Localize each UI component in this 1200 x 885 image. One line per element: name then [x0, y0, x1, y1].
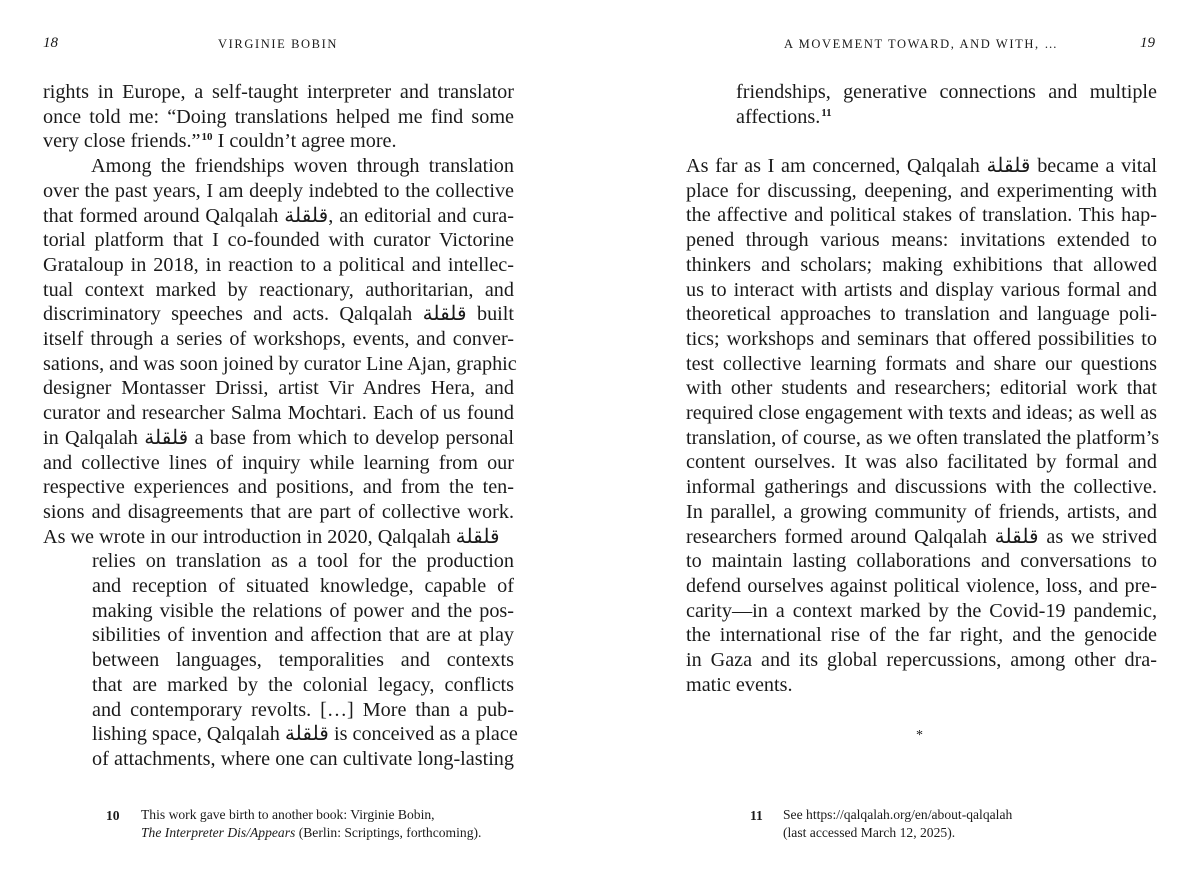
- right-page: [600, 0, 1200, 885]
- quote-line: lishing space, Qalqalah قلقلة is conceived as a place: [92, 723, 518, 746]
- footnote-text: [783, 806, 1012, 842]
- body-line: discriminatory speeches and acts. Qalqalah قلقلة built: [43, 303, 515, 326]
- body-line: researchers formed around Qalqalah قلقلة as we strived: [686, 525, 1157, 548]
- body-line: tual context marked by reactionary, authoritarian, and: [43, 278, 514, 301]
- quote-line: sibilities of invention and affection that are at play: [92, 624, 514, 647]
- footnote-line: [141, 824, 481, 842]
- page-number-left: 18: [43, 35, 58, 51]
- body-line: required close engagement with texts and ideas; as well as: [686, 402, 1157, 424]
- footnote-number: 11: [750, 808, 763, 823]
- body-line: torial platform that I co-founded with curator Victorine: [43, 229, 514, 252]
- body-line: over the past years, I am deeply indebted to the collective: [43, 179, 514, 202]
- body-line: translation, of course, as we often translated the platform’s: [686, 426, 1160, 449]
- body-line: curator and researcher Salma Mochtari. Each of us found: [43, 402, 514, 425]
- body-line: in Qalqalah قلقلة a base from which to develop personal: [43, 426, 514, 449]
- body-line-indented: Among the friendships woven through translation: [91, 155, 514, 178]
- body-line-text: very close friends.”: [43, 130, 201, 153]
- body-line: matic events.: [686, 673, 793, 696]
- body-line: to maintain lasting collaborations and conversations to: [686, 550, 1157, 573]
- body-line-text: I couldn’t agree more.: [212, 130, 397, 153]
- footnote-link-line[interactable]: See https://qalqalah.org/en/about-qalqalah: [783, 807, 1013, 822]
- body-line: defend ourselves against political violence, loss, and pre-: [686, 574, 1157, 597]
- book-title: The Interpreter Dis/Appears: [141, 825, 296, 840]
- body-line: sions and disagreements that are part of collective work.: [43, 500, 514, 523]
- body-line: us to interact with artists and display various formal and: [686, 278, 1157, 301]
- quote-line: [736, 105, 832, 130]
- body-line: sations, and was soon joined by curator Line Ajan, graphic: [43, 352, 517, 375]
- body-line: itself through a series of workshops, events, and conver-: [43, 328, 514, 350]
- body-line: rights in Europe, a self-taught interpreter and translator: [43, 81, 514, 103]
- quote-line: of attachments, where one can cultivate long-lasting: [92, 747, 514, 770]
- quote-line: making visible the relations of power and the pos-: [92, 599, 514, 622]
- quote-line-text: affections.: [736, 105, 821, 128]
- body-line: the international rise of the far right, and the genocide: [686, 624, 1157, 647]
- body-line: theoretical approaches to translation and language poli-: [686, 303, 1157, 326]
- body-line: place for discussing, deepening, and experimenting with: [686, 179, 1157, 202]
- body-line: carity—in a context marked by the Covid-19 pandemic,: [686, 599, 1157, 622]
- body-line: test collective learning formats and share our questions: [686, 352, 1157, 375]
- body-line: thinkers and scholars; making exhibitions that allowed: [686, 253, 1157, 276]
- body-line: informal gatherings and discussions with the collective.: [686, 476, 1157, 499]
- body-line: Grataloup in 2018, in reaction to a political and intellec-: [43, 253, 514, 276]
- body-line: in Gaza and its global repercussions, among other dra-: [686, 649, 1157, 671]
- body-line: As far as I am concerned, Qalqalah قلقلة became a vital: [686, 155, 1157, 177]
- body-line: pened through various means: invitations extended to: [686, 229, 1157, 252]
- body-line: that formed around Qalqalah قلقلة, an editorial and cura-: [43, 204, 514, 227]
- body-line: In parallel, a growing community of friends, artists, and: [686, 500, 1157, 523]
- body-line: with other students and researchers; editorial work that: [686, 377, 1157, 400]
- body-line: designer Montasser Drissi, artist Vir Andres Hera, and: [43, 377, 514, 400]
- footnote-line: This work gave birth to another book: Virginie Bobin,: [141, 807, 435, 822]
- running-head-author: VIRGINIE BOBIN: [218, 37, 338, 51]
- quote-line: friendships, generative connections and multiple: [736, 81, 1157, 103]
- footnote-ref-10[interactable]: 10: [201, 131, 213, 144]
- quote-line: relies on translation as a tool for the production: [92, 550, 514, 573]
- body-line: once told me: “Doing translations helped me find some: [43, 105, 514, 128]
- quote-line: and reception of situated knowledge, capable of: [92, 575, 514, 597]
- quote-line: between languages, temporalities and contexts: [92, 649, 514, 672]
- body-line: tics; workshops and seminars that offered possibilities to: [686, 327, 1157, 350]
- body-line: [43, 129, 397, 154]
- footnote-line: (last accessed March 12, 2025).: [783, 825, 956, 840]
- footnote-text: [141, 806, 481, 842]
- section-break-asterisk: *: [916, 728, 923, 743]
- footnote-number: 10: [106, 808, 120, 823]
- footnote-ref-11[interactable]: 11: [821, 106, 832, 119]
- body-line: the affective and political stakes of translation. This hap-: [686, 204, 1157, 227]
- quote-line: and contemporary revolts. […] More than a pub-: [92, 698, 514, 721]
- body-line: and collective lines of inquiry while learning from our: [43, 451, 514, 474]
- page-number-right: 19: [1140, 35, 1155, 51]
- body-line: content ourselves. It was also facilitated by formal and: [686, 451, 1157, 474]
- body-line: respective experiences and positions, and from the ten-: [43, 476, 514, 499]
- running-head-chapter: A MOVEMENT TOWARD, AND WITH, …: [784, 37, 1059, 51]
- quote-line: that are marked by the colonial legacy, conflicts: [92, 673, 514, 696]
- footnote-line-rest: (Berlin: Scriptings, forthcoming).: [295, 825, 482, 840]
- body-line: As we wrote in our introduction in 2020, Qalqalah قلقلة: [43, 525, 500, 548]
